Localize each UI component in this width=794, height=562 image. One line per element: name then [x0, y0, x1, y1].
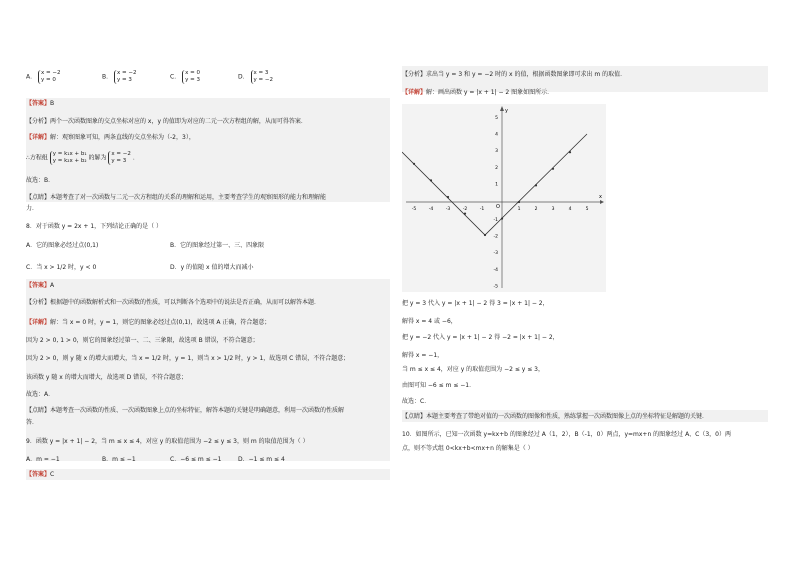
- plot-point: [501, 218, 503, 220]
- q7-option-c: [170, 70, 200, 84]
- option-label: D．: [238, 73, 249, 81]
- option-brace: x = 0 y = 3: [182, 70, 200, 84]
- q9-comment: 【点睛】本题主要考查了带绝对值的一次函数的图像和性质，熟练掌握一次函数图像上点的坐标特征是解题的关键．: [402, 413, 709, 420]
- q9-line1: 把 y = 3 代入 y = |x + 1| − 2 得 3 = |x + 1| − 2，: [402, 300, 549, 307]
- option-label: A．: [26, 73, 37, 81]
- q7-solution-block: [26, 98, 390, 202]
- x-tick: 5: [585, 207, 589, 212]
- q8-line2: 因为 2 > 0, 1 > 0，则它的图象经过第一、二、三象限，故选项 B 错误，不符合题意；: [26, 337, 259, 344]
- q8-line3: 因为 2 > 0，则 y 随 x 的增大而增大，当 x = 1/2 时，y = 1，则当 x > 1/2 时，y > 1，故选项 C 错误，不符合题意；: [26, 355, 350, 362]
- q8-stem: 8．对于函数 y = 2x + 1，下列结论正确的是（ ）: [26, 223, 163, 230]
- q7-comment: 【点睛】本题考查了对一次函数与二元一次方程组的关系的理解和运用，主要考查学生的观察图形的能力和理解能: [26, 194, 327, 201]
- option-label: B．: [102, 73, 113, 81]
- x-tick: -5: [411, 207, 417, 212]
- y-tick: -3: [493, 251, 498, 257]
- q10-stem-line2: 点，则不等式组 0<kx+b<mx+n 的解集是（ ）: [402, 445, 534, 452]
- q9-choose: 故选：C．: [402, 398, 431, 405]
- plot-point: [447, 196, 449, 198]
- plot-point: [430, 179, 432, 181]
- q7-option-a: [26, 70, 61, 84]
- option-brace: x = −2 y = 3: [114, 70, 136, 84]
- q9-line3: 把 y = −2 代入 y = |x + 1| − 2 得 −2 = |x + 1| − 2，: [402, 334, 559, 341]
- q8-comment-cont: 答．: [26, 419, 39, 426]
- y-tick: 3: [495, 149, 498, 155]
- q9-analysis: 【分析】求出当 y = 3 和 y = −2 时的 x 的值，根据函数图象即可求出 m 的取值．: [402, 71, 627, 78]
- q9-stem: 9．函数 y = |x + 1| − 2，当 m ≤ x ≤ 4，对应 y 的取值范围为 −2 ≤ y ≤ 3，则 m 的取值范围为（ ）: [26, 438, 309, 445]
- q7-choose: 故选：B．: [26, 177, 55, 184]
- q8-answer: 【答案】A: [26, 282, 55, 289]
- q10-stem-line1: 10．如图所示，已知一次函数 y=kx+b 的图象经过 A（1，2），B（-1，0）两点，y=mx+n 的图象经过 A、C（3，0）两: [402, 431, 731, 438]
- q8-option-d: D．y 的值随 x 值的增大而减小: [170, 264, 254, 271]
- x-tick: 3: [551, 207, 555, 212]
- option-brace: x = −2 y = 0: [38, 70, 60, 84]
- q9-option-a: A．m = −1: [26, 456, 60, 463]
- q9-answer-block: [26, 469, 390, 480]
- y-tick: -2: [493, 234, 498, 240]
- plot-point: [569, 151, 571, 153]
- y-tick: -4: [493, 267, 498, 273]
- q7-answer: 【答案】B: [26, 100, 55, 107]
- x-tick: 2: [534, 207, 538, 212]
- plot-point: [518, 201, 520, 203]
- plot-point: [413, 163, 415, 165]
- q9-line2: 解得 x = 4 或 −6，: [402, 318, 457, 325]
- plot-point: [464, 213, 466, 215]
- q9-option-c: C．−6 ≤ m ≤ −1: [170, 456, 222, 463]
- q9-line4: 解得 x = −1，: [402, 352, 444, 359]
- q8-option-b: B．它的图象经过第一、三、四象限: [170, 242, 265, 249]
- q8-choose: 故选：A．: [26, 391, 55, 398]
- q8-option-a: A．它的图象必经过点(0,1): [26, 242, 99, 249]
- q8-option-c: C．当 x > 1/2 时，y < 0: [26, 264, 97, 271]
- y-tick: 5: [495, 116, 498, 121]
- x-tick: 4: [568, 207, 572, 212]
- q9-answer: 【答案】C: [26, 471, 55, 478]
- q7-option-d: [238, 70, 273, 84]
- option-brace: x = 3 y = −2: [251, 70, 273, 84]
- q7-analysis: 【分析】两个一次函数图象的交点坐标对应的 x，y 的值即为对应的二元一次方程组的解，从而可得答案．: [26, 118, 307, 125]
- x-tick: -4: [428, 207, 434, 212]
- y-tick: -1: [493, 218, 498, 223]
- y-tick: 2: [495, 165, 498, 171]
- q9-line5: 当 m ≤ x ≤ 4，对应 y 的取值范围为 −2 ≤ y ≤ 3，: [402, 366, 544, 373]
- q9-option-d: D．−1 ≤ m ≤ 4: [238, 456, 285, 463]
- plot-point: [552, 168, 554, 170]
- y-tick: -5: [493, 284, 498, 290]
- plot-point: [535, 184, 537, 186]
- abs-function-graph: [402, 104, 606, 292]
- x-tick: -2: [462, 207, 468, 212]
- x-tick: -3: [445, 207, 451, 212]
- q7-comment-cont: 力．: [26, 205, 39, 212]
- plot-point: [484, 234, 486, 236]
- q7-option-b: [102, 70, 137, 84]
- q8-analysis: 【分析】根据题中的函数解析式和一次函数的性质，可以判断各个选项中的说法是否正确，从而可以解答本题．: [26, 299, 321, 306]
- q9-detail: 【详解】解：画出函数 y = |x + 1| − 2 图象如图所示．: [402, 89, 554, 96]
- y-tick: 4: [495, 132, 498, 138]
- graph-background: [402, 104, 606, 292]
- x-tick: 1: [517, 207, 521, 212]
- x-axis-label: x: [599, 194, 602, 200]
- q8-line4: 该函数 y 随 x 的增大而增大，故选项 D 错误，不符合题意；: [26, 374, 188, 381]
- q9-line6: 由图可知 −6 ≤ m ≤ −1．: [402, 382, 476, 389]
- q7-detail: 【详解】解：观察图象可知，两条直线的交点坐标为（-2，3），: [26, 134, 195, 141]
- q8-detail: 【详解】解：当 x = 0 时，y = 1，则它的图象必经过点(0,1)，故选项 A 正确，符合题意；: [26, 319, 271, 326]
- q7-system: ∴方程组 y = k₁x + b₁ y = k₂x + b₂ 的解为 x = −2 y = 3 ．: [26, 151, 139, 164]
- option-label: C．: [170, 73, 181, 81]
- origin-label: O: [496, 204, 500, 210]
- x-tick: -1: [479, 207, 485, 212]
- y-tick: 1: [495, 182, 498, 188]
- q8-comment: 【点睛】本题考查一次函数的性质、一次函数图象上点的坐标特征，解答本题的关键是明确题意，利用一次函数的性质解: [26, 407, 345, 414]
- y-axis-label: y: [505, 108, 508, 114]
- q9-option-b: B．m ≤ −1: [102, 456, 136, 463]
